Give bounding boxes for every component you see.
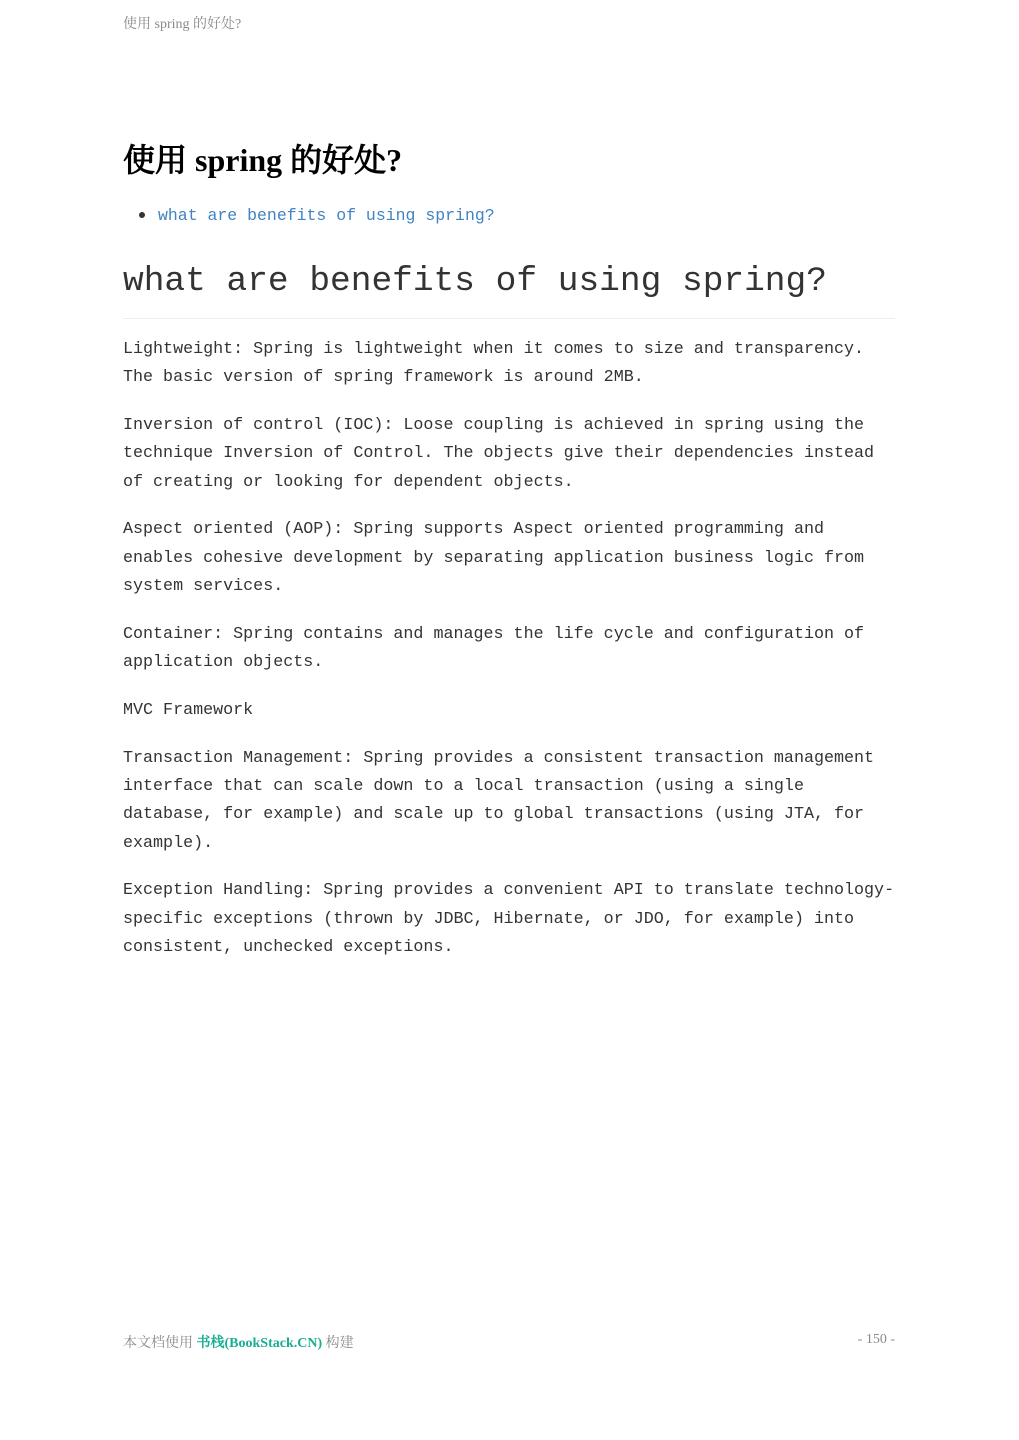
- footer-brand-link[interactable]: 书栈(BookStack.CN): [196, 1336, 323, 1351]
- paragraph-aop: Aspect oriented (AOP): Spring supports Aspect oriented programming and enables cohesive development by separating application business logic from system services.: [123, 520, 865, 597]
- running-header: 使用 spring 的好处?: [123, 17, 242, 32]
- page-title: 使用 spring 的好处?: [123, 142, 403, 178]
- section-heading: what are benefits of using spring?: [123, 258, 895, 319]
- footer-prefix: 本文档使用: [123, 1336, 193, 1351]
- section-body: [123, 336, 895, 982]
- page-number: - 150 -: [857, 1332, 895, 1347]
- paragraph-ioc: Inversion of control (IOC): Loose coupling is achieved in spring using the technique Inversion of Control. The objects give their dependencies instead of creating or looking for dependent objects.: [123, 416, 875, 492]
- paragraph-mvc: MVC Framework: [123, 700, 254, 720]
- footer-suffix: 构建: [325, 1336, 354, 1351]
- table-of-contents: [123, 203, 495, 228]
- toc-link-benefits[interactable]: what are benefits of using spring?: [158, 206, 495, 225]
- paragraph-container: Container: Spring contains and manages the life cycle and configuration of application objects.: [123, 624, 865, 673]
- paragraph-lightweight: Lightweight: Spring is lightweight when it comes to size and transparency. The basic version of spring framework is around 2MB.: [123, 340, 865, 388]
- paragraph-transaction: Transaction Management: Spring provides a consistent transaction management interface that can scale down to a local transaction (using a single database, for example) and scale up to global transactions (using JTA, for example).: [123, 748, 875, 853]
- footer-credit: [123, 1332, 354, 1352]
- bullet-icon: [139, 212, 145, 218]
- paragraph-exception: Exception Handling: Spring provides a convenient API to translate technology-specific exceptions (thrown by JDBC, Hibernate, or JDO, for example) into consistent, unchecked exceptions.: [123, 881, 895, 958]
- toc-item: [123, 203, 495, 228]
